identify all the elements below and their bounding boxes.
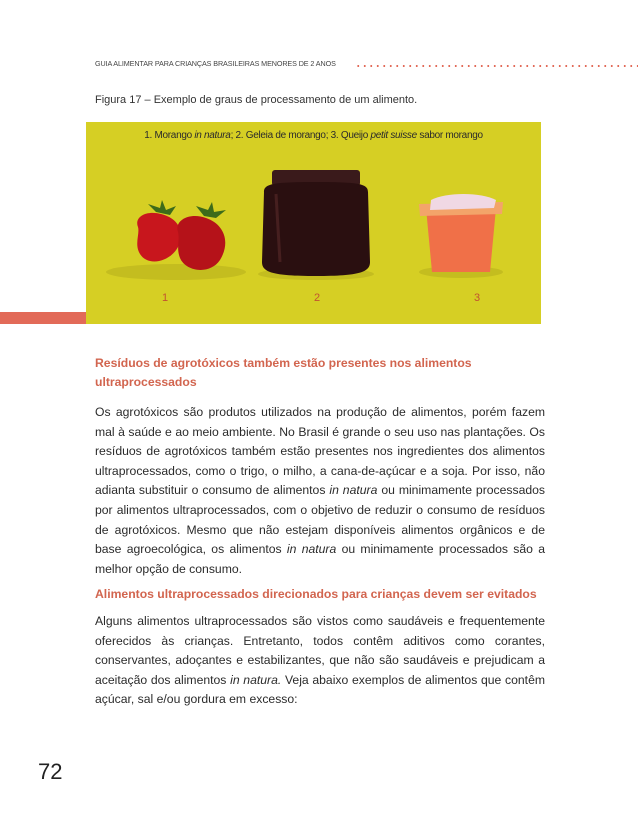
running-header: GUIA ALIMENTAR PARA CRIANÇAS BRASILEIRAS MENORES DE 2 ANOS — [95, 59, 336, 68]
section-heading-children: Alimentos ultraprocessados direcionados para crianças devem ser evitados — [95, 587, 537, 601]
paragraph-pesticides — [95, 403, 545, 579]
accent-bar — [0, 312, 86, 324]
photo-number-2: 2 — [314, 292, 321, 304]
jam-jar — [262, 170, 370, 276]
figure-photo — [86, 122, 541, 324]
paragraph-italic: in natura — [286, 542, 337, 557]
yogurt-cup — [419, 194, 503, 272]
header-dotted-rule — [355, 65, 638, 67]
label-italic-2: petit suisse — [370, 130, 417, 141]
label-italic-1: in natura — [194, 130, 231, 141]
label-text-1: 1. Morango — [144, 130, 195, 141]
paragraph-text: Alguns alimentos ultraprocessados são vistos como saudáveis e frequentemente oferecidos às crianças. Entretanto, todos contêm aditivos como corantes, conservantes, adoçantes e estabilizantes, que não são saudáveis e prejudicam a aceitação dos alimentos — [95, 614, 545, 687]
paragraph-text: ou minimamente processados são a melhor opção de consumo. — [95, 542, 545, 576]
paragraph-text: Veja abaixo exemplos de alimentos que contêm açúcar, sal e/ou gordura em excesso: — [95, 672, 546, 707]
paragraph-italic: in natura. — [230, 672, 282, 687]
photo-label — [86, 130, 541, 141]
paragraph-italic: in natura — [329, 483, 378, 498]
section-heading-pesticides: Resíduos de agrotóxicos também estão presentes nos alimentos ultraprocessados — [95, 356, 472, 389]
paragraph-text: Os agrotóxicos são produtos utilizados na produção de alimentos, porém fazem mal à saúde e ao meio ambiente. No Brasil é grande o seu uso nas plantações. Os resíduos de agrotóxicos também estão presentes nos ingredientes dos alimentos ultraprocessados, como o trigo, o milho, a cana-de-açúcar e a soja. Por isso, não adianta substituir o consumo de alimentos — [95, 405, 545, 498]
label-text-2: ; 2. Geleia de morango; 3. Queijo — [230, 130, 371, 141]
label-text-3: sabor morango — [416, 130, 483, 141]
paragraph-children — [95, 612, 545, 710]
photo-number-3: 3 — [474, 292, 481, 304]
figure-caption: Figura 17 – Exemplo de graus de processamento de um alimento. — [95, 94, 418, 106]
paragraph-text: ou minimamente processados por alimentos ultraprocessados, com o objetivo de reduzir o consumo de resíduos de agrotóxicos. Mesmo que não estejam disponíveis alimentos orgânicos e de base agroecológica, os alimentos — [95, 483, 546, 557]
photo-number-1: 1 — [162, 292, 169, 304]
page-number: 72 — [38, 759, 63, 784]
strawberry-right — [177, 202, 226, 270]
strawberry-left — [137, 200, 181, 261]
